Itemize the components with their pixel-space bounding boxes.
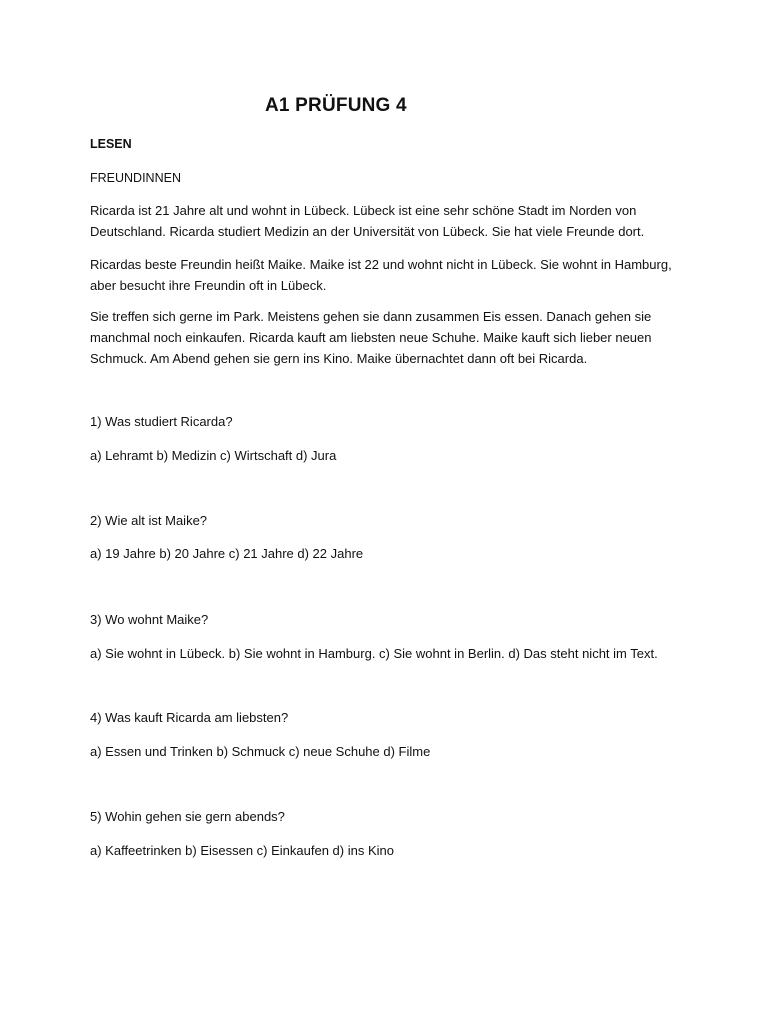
paragraph-line: Deutschland. Ricarda studiert Medizin an der Universität von Lübeck. Sie hat viele Freunde dort. (90, 224, 645, 239)
section-heading: LESEN (90, 137, 132, 151)
question-4: 4) Was kauft Ricarda am liebsten? (90, 710, 289, 725)
question-1-options: a) Lehramt b) Medizin c) Wirtschaft d) Jura (90, 448, 337, 463)
paragraph-line: manchmal noch einkaufen. Ricarda kauft am liebsten neue Schuhe. Maike kauft sich lieber neuen (90, 330, 652, 345)
question-5: 5) Wohin gehen sie gern abends? (90, 809, 285, 824)
paragraph-line: Schmuck. Am Abend gehen sie gern ins Kino. Maike übernachtet dann oft bei Ricarda. (90, 351, 588, 366)
question-1: 1) Was studiert Ricarda? (90, 414, 233, 429)
question-3-options: a) Sie wohnt in Lübeck. b) Sie wohnt in Hamburg. c) Sie wohnt in Berlin. d) Das steht nicht im Text. (90, 646, 658, 661)
page-title: A1 PRÜFUNG 4 (265, 95, 407, 116)
question-2: 2) Wie alt ist Maike? (90, 513, 208, 528)
question-4-options: a) Essen und Trinken b) Schmuck c) neue Schuhe d) Filme (90, 744, 431, 759)
paragraph-line: aber besucht ihre Freundin oft in Lübeck. (90, 278, 327, 293)
paragraph-line: Ricardas beste Freundin heißt Maike. Maike ist 22 und wohnt nicht in Lübeck. Sie wohnt in Hamburg, (90, 257, 672, 272)
paragraph-line: Sie treffen sich gerne im Park. Meistens gehen sie dann zusammen Eis essen. Danach gehen sie (90, 309, 652, 324)
paragraph-line: Ricarda ist 21 Jahre alt und wohnt in Lübeck. Lübeck ist eine sehr schöne Stadt im Norden von (90, 203, 637, 218)
question-3: 3) Wo wohnt Maike? (90, 612, 209, 627)
question-5-options: a) Kaffeetrinken b) Eisessen c) Einkaufen d) ins Kino (90, 843, 394, 858)
paragraph-2 (90, 254, 690, 296)
paragraph-1 (90, 200, 690, 242)
text-title: FREUNDINNEN (90, 171, 181, 185)
question-2-options: a) 19 Jahre b) 20 Jahre c) 21 Jahre d) 22 Jahre (90, 546, 364, 561)
paragraph-3 (90, 306, 690, 369)
